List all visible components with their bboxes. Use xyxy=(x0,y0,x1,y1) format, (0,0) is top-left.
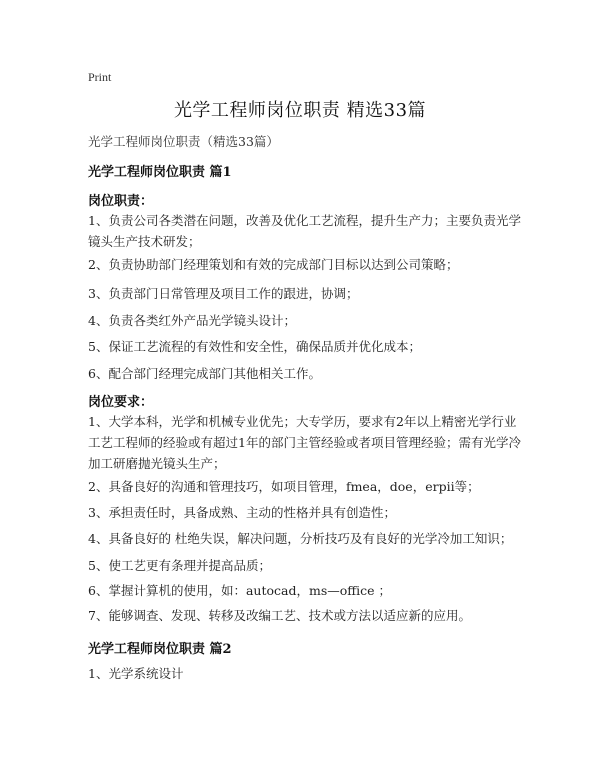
requirement-item-3: 3、承担责任时，具备成熟、主动的性格并具有创造性； xyxy=(88,505,396,520)
requirement-item-7: 7、能够调查、发现、转移及改编工艺、技术或方法以适应新的应用。 xyxy=(88,608,471,623)
requirement-item-4: 4、具备良好的 杜绝失误，解决问题，分析技巧及有良好的光学冷加工知识； xyxy=(88,531,513,546)
requirement-item-5: 5、使工艺更有条理并提高品质； xyxy=(88,558,271,573)
duties-heading: 岗位职责： xyxy=(88,194,154,209)
section-1-heading: 光学工程师岗位职责 篇1 xyxy=(88,165,232,180)
duty-item-5: 5、保证工艺流程的有效性和安全性，确保品质并优化成本； xyxy=(88,339,421,354)
duty-item-4: 4、负责各类红外产品光学镜头设计； xyxy=(88,313,296,328)
document-subtitle: 光学工程师岗位职责（精选33篇） xyxy=(88,134,279,149)
page-title: 光学工程师岗位职责 精选33篇 xyxy=(173,100,427,121)
requirement-item-6: 6、掌握计算机的使用，如：autocad，ms—office ； xyxy=(88,583,392,598)
duty-item-6: 6、配合部门经理完成部门其他相关工作。 xyxy=(88,366,321,381)
section-2-heading: 光学工程师岗位职责 篇2 xyxy=(88,642,232,657)
print-link[interactable]: Print xyxy=(88,70,112,84)
section-2-item-1: 1、光学系统设计 xyxy=(88,666,184,681)
duty-item-2: 2、负责协助部门经理策划和有效的完成部门目标以达到公司策略； xyxy=(88,257,459,272)
requirement-item-2: 2、具备良好的沟通和管理技巧，如项目管理，fmea，doe，erpii等； xyxy=(88,479,480,494)
requirements-heading: 岗位要求： xyxy=(88,395,154,410)
requirement-item-1: 1、大学本科，光学和机械专业优先；大专学历，要求有2年以上精密光学行业工艺工程师的经验或有超过1年的部门主管经验或者项目管理经验；需有光学冷加工研磨抛光镜头生产； xyxy=(88,414,521,471)
duty-item-3: 3、负责部门日常管理及项目工作的跟进，协调； xyxy=(88,286,359,301)
duty-item-1: 1、负责公司各类潜在问题，改善及优化工艺流程，提升生产力；主要负责光学镜头生产技术研发； xyxy=(88,213,521,249)
